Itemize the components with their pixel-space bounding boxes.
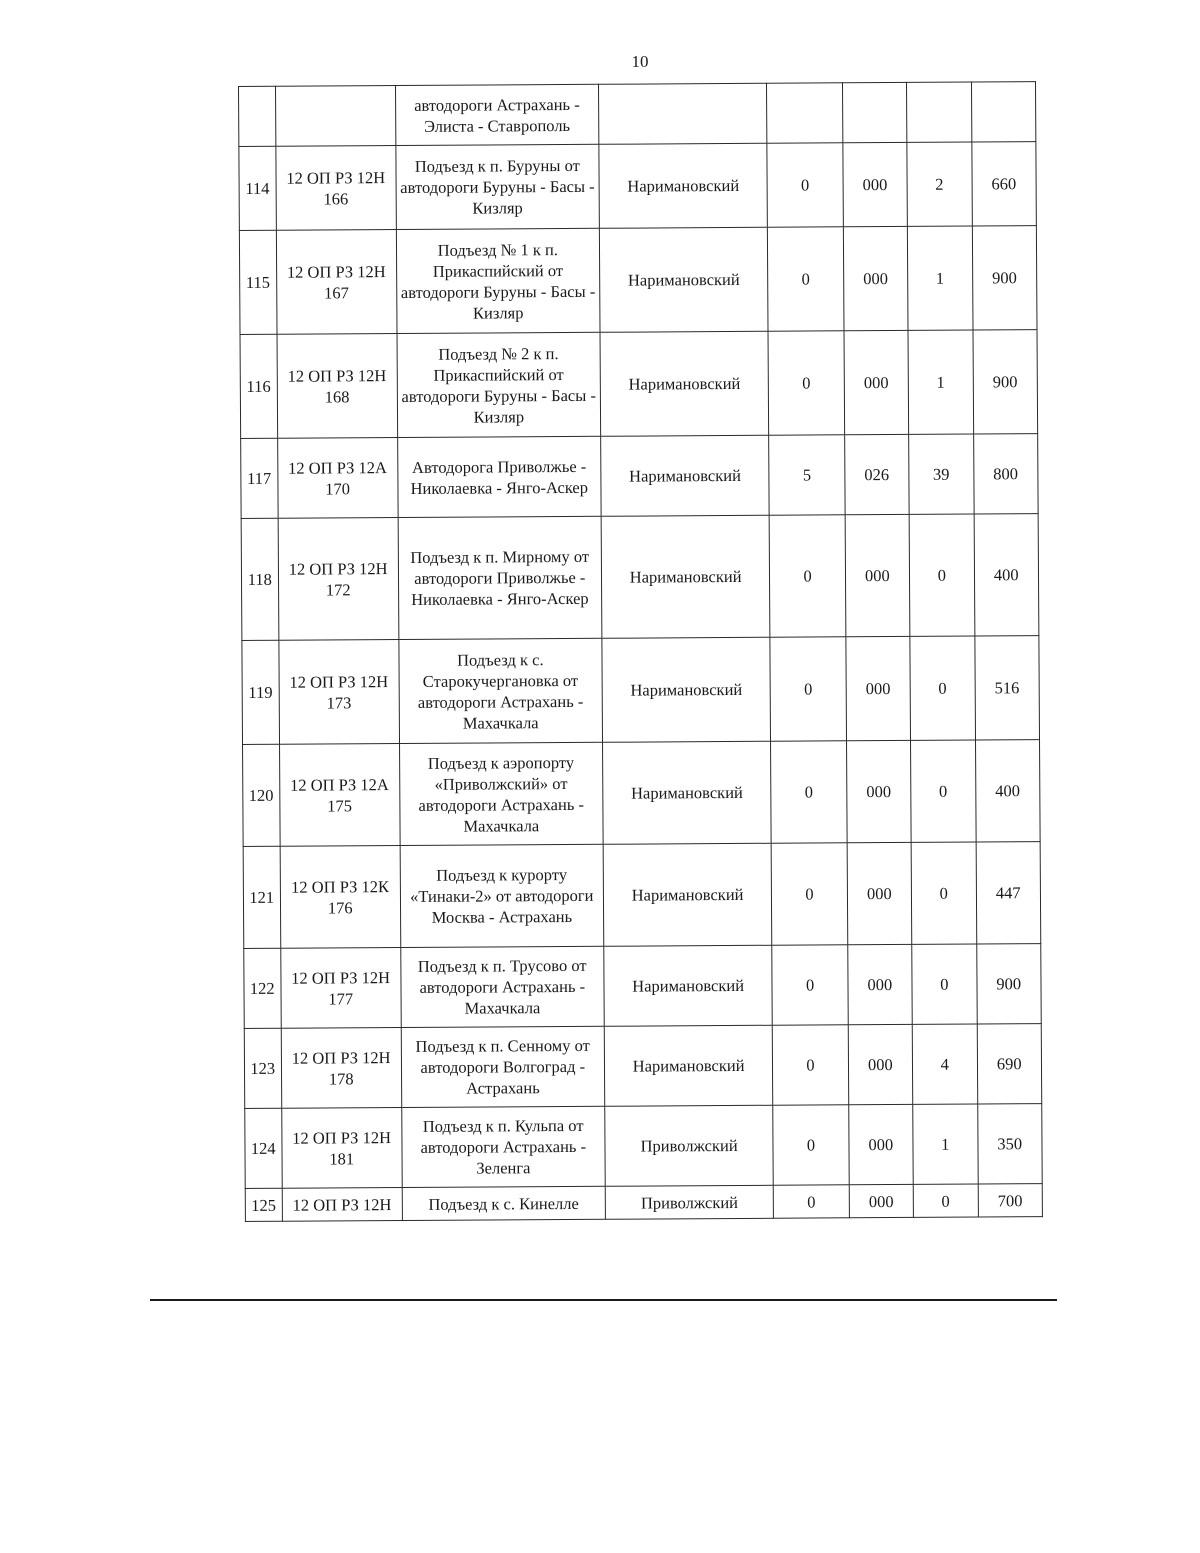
length-m-cell <box>971 82 1036 142</box>
table-row <box>239 226 1037 335</box>
page-number: 10 <box>631 52 649 71</box>
start-km-cell: 0 <box>772 843 848 945</box>
footer-divider <box>150 1299 1057 1301</box>
roads-table-wrapper <box>238 81 1043 1222</box>
table-row <box>240 330 1038 439</box>
row-number-cell: 124 <box>245 1108 282 1188</box>
start-km-cell: 5 <box>769 435 845 515</box>
start-km-cell: 0 <box>770 515 846 637</box>
length-km-cell: 4 <box>912 1024 977 1104</box>
row-number-cell: 121 <box>243 846 280 948</box>
start-km-cell: 0 <box>771 741 847 843</box>
road-code-cell: 12 ОП РЗ 12Н <box>282 1188 402 1222</box>
row-number-cell: 123 <box>244 1028 281 1108</box>
row-number-cell <box>239 86 276 146</box>
road-code-cell: 12 ОП РЗ 12К 176 <box>280 846 401 949</box>
table-row <box>244 944 1041 1029</box>
table-row <box>239 82 1036 147</box>
start-km-cell: 0 <box>767 143 843 227</box>
table-row <box>239 142 1036 231</box>
row-number-cell: 117 <box>241 438 278 518</box>
start-m-cell: 026 <box>844 434 909 514</box>
start-m-cell: 000 <box>847 842 912 944</box>
table-row <box>244 1024 1041 1109</box>
length-m-cell: 660 <box>971 142 1036 226</box>
roads-table-body <box>239 82 1043 1222</box>
row-number-cell: 125 <box>245 1188 282 1221</box>
length-m-cell: 350 <box>977 1104 1042 1184</box>
length-km-cell: 0 <box>911 740 976 842</box>
start-m-cell: 000 <box>846 740 911 842</box>
row-number-cell: 120 <box>243 744 280 846</box>
road-code-cell <box>275 86 396 147</box>
start-m-cell: 000 <box>845 514 910 636</box>
road-name-cell: Подъезд к п. Кульпа от автодороги Астрахань - Зеленга <box>402 1106 605 1187</box>
length-m-cell: 516 <box>974 636 1039 740</box>
start-km-cell: 0 <box>772 945 848 1025</box>
district-cell <box>598 83 767 144</box>
road-code-cell: 12 ОП РЗ 12Н 178 <box>281 1028 402 1109</box>
table-row <box>242 636 1040 745</box>
start-km-cell: 0 <box>768 227 844 331</box>
length-km-cell: 2 <box>907 142 972 226</box>
start-m-cell: 000 <box>848 1104 913 1184</box>
district-cell: Приволжский <box>605 1105 774 1186</box>
start-m-cell: 000 <box>848 1024 913 1104</box>
road-name-cell: Подъезд к п. Трусово от автодороги Астрахань - Махачкала <box>401 946 604 1027</box>
length-m-cell: 690 <box>977 1024 1042 1104</box>
length-m-cell: 400 <box>974 514 1039 636</box>
row-number-cell: 118 <box>241 518 278 640</box>
road-code-cell: 12 ОП РЗ 12А 170 <box>277 438 398 519</box>
road-code-cell: 12 ОП РЗ 12Н 177 <box>280 948 401 1029</box>
district-cell: Наримановский <box>599 143 768 228</box>
row-number-cell: 114 <box>239 146 276 230</box>
length-m-cell: 900 <box>972 226 1037 330</box>
start-m-cell: 000 <box>844 330 909 434</box>
road-code-cell: 12 ОП РЗ 12Н 181 <box>281 1108 402 1189</box>
road-name-cell: Подъезд к п. Сенному от автодороги Волгоград - Астрахань <box>401 1026 604 1107</box>
district-cell: Наримановский <box>599 227 768 332</box>
row-number-cell: 119 <box>242 640 279 744</box>
start-km-cell <box>767 83 843 143</box>
row-number-cell: 115 <box>239 230 276 334</box>
road-name-cell: Автодорога Приволжье - Николаевка - Янго-Аскер <box>397 436 600 517</box>
road-name-cell: Подъезд № 2 к п. Прикаспийский от автодороги Буруны - Басы - Кизляр <box>397 332 601 437</box>
road-name-cell: Подъезд № 1 к п. Прикаспийский от автодороги Буруны - Басы - Кизляр <box>396 228 600 333</box>
length-km-cell: 0 <box>911 842 976 944</box>
district-cell: Наримановский <box>602 637 771 742</box>
row-number-cell: 122 <box>244 948 281 1028</box>
district-cell: Наримановский <box>602 741 771 844</box>
start-m-cell: 000 <box>842 142 907 226</box>
start-km-cell: 0 <box>774 1185 849 1218</box>
start-km-cell: 0 <box>768 331 844 435</box>
road-name-cell: Подъезд к п. Буруны от автодороги Буруны - Басы - Кизляр <box>396 144 600 229</box>
start-m-cell <box>842 82 907 142</box>
table-row <box>245 1184 1042 1222</box>
table-row <box>243 740 1041 847</box>
road-name-cell: Подъезд к аэропорту «Приволжский» от автодороги Астрахань - Махачкала <box>399 742 603 845</box>
start-km-cell: 0 <box>773 1025 849 1105</box>
start-m-cell: 000 <box>843 226 908 330</box>
length-m-cell: 700 <box>978 1184 1043 1217</box>
road-code-cell: 12 ОП РЗ 12Н 172 <box>278 518 399 641</box>
district-cell: Наримановский <box>600 435 769 516</box>
district-cell: Наримановский <box>603 843 772 946</box>
district-cell: Наримановский <box>601 515 770 638</box>
road-name-cell: Подъезд к п. Мирному от автодороги Приволжье - Николаевка - Янго-Аскер <box>398 516 602 639</box>
district-cell: Наримановский <box>604 1025 773 1106</box>
length-m-cell: 400 <box>975 740 1040 842</box>
length-km-cell: 0 <box>913 1184 978 1217</box>
road-code-cell: 12 ОП РЗ 12Н 168 <box>277 334 398 439</box>
start-m-cell: 000 <box>846 636 911 740</box>
length-m-cell: 800 <box>973 434 1038 514</box>
length-m-cell: 447 <box>976 842 1041 944</box>
length-m-cell: 900 <box>976 944 1041 1024</box>
table-row <box>245 1104 1042 1189</box>
road-name-cell: автодороги Астрахань - Элиста - Ставрополь <box>395 84 598 145</box>
length-km-cell <box>907 82 972 142</box>
length-km-cell: 1 <box>907 226 972 330</box>
road-name-cell: Подъезд к с. Кинелле <box>402 1186 605 1220</box>
table-row <box>241 434 1038 519</box>
roads-table <box>238 81 1043 1222</box>
length-km-cell: 0 <box>909 514 974 636</box>
road-code-cell: 12 ОП РЗ 12Н 167 <box>276 230 397 335</box>
road-name-cell: Подъезд к с. Старокучергановка от автодороги Астрахань - Махачкала <box>399 638 603 743</box>
length-km-cell: 39 <box>909 434 974 514</box>
table-row <box>241 514 1039 641</box>
length-km-cell: 1 <box>913 1104 978 1184</box>
road-code-cell: 12 ОП РЗ 12Н 173 <box>278 640 399 745</box>
row-number-cell: 116 <box>240 334 277 438</box>
table-row <box>243 842 1041 949</box>
district-cell: Наримановский <box>604 945 773 1026</box>
start-m-cell: 000 <box>849 1184 914 1217</box>
district-cell: Приволжский <box>605 1185 774 1219</box>
start-km-cell: 0 <box>773 1105 849 1185</box>
length-m-cell: 900 <box>973 330 1038 434</box>
road-name-cell: Подъезд к курорту «Тинаки-2» от автодороги Москва - Астрахань <box>400 844 604 947</box>
road-code-cell: 12 ОП РЗ 12Н 166 <box>275 146 396 231</box>
length-km-cell: 0 <box>912 944 977 1024</box>
start-m-cell: 000 <box>847 944 912 1024</box>
road-code-cell: 12 ОП РЗ 12А 175 <box>279 744 400 847</box>
district-cell: Наримановский <box>600 331 769 436</box>
length-km-cell: 1 <box>908 330 973 434</box>
start-km-cell: 0 <box>770 637 846 741</box>
length-km-cell: 0 <box>910 636 975 740</box>
